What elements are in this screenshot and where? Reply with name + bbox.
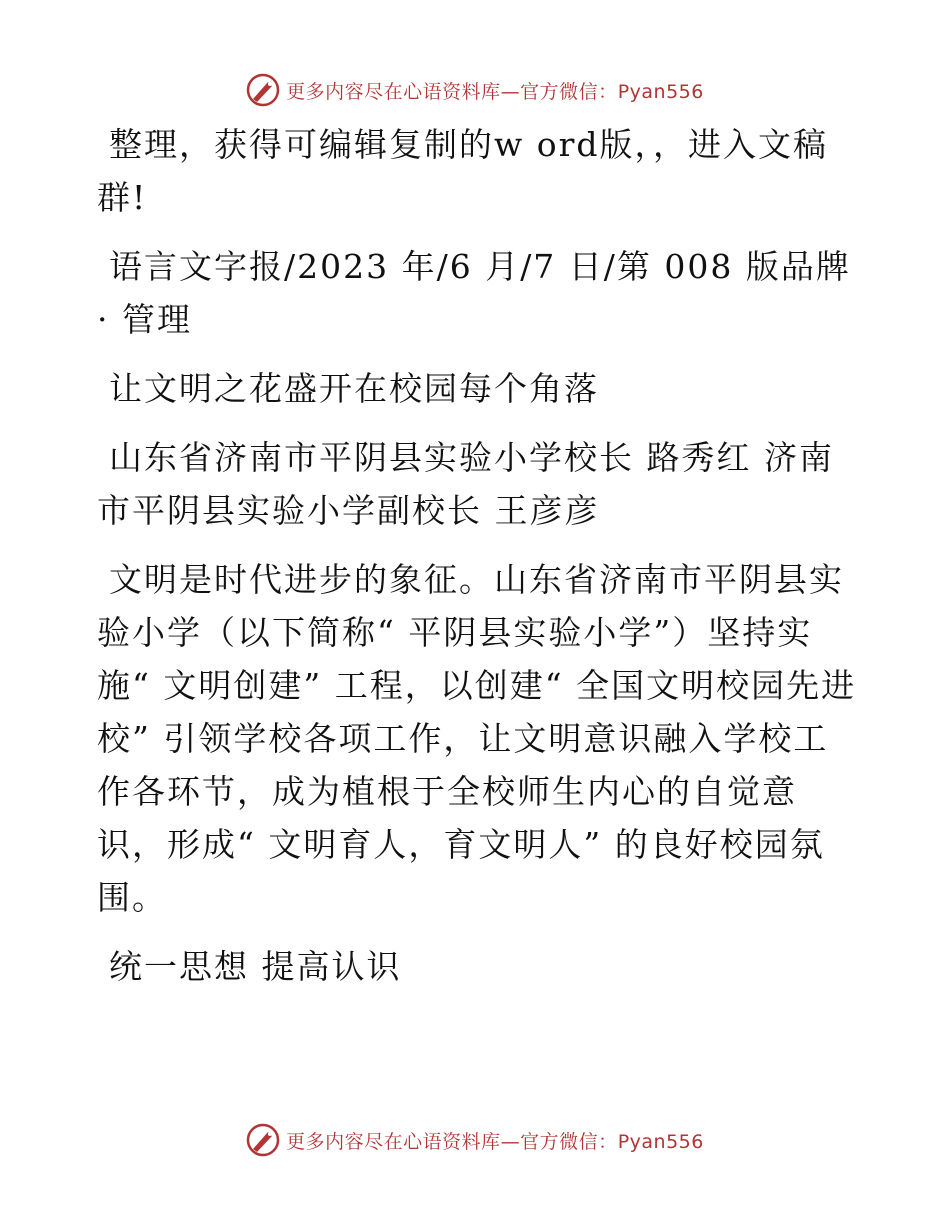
watermark-text: 更多内容尽在心语资料库—官方微信：Pyan556	[286, 1130, 704, 1153]
document-body	[97, 118, 857, 1009]
header-watermark	[0, 70, 950, 110]
footer-watermark	[0, 1120, 950, 1160]
pen-logo-icon	[246, 73, 280, 107]
intro-line: 整理，获得可编辑复制的w ord版，，进入文稿群!	[97, 125, 829, 217]
author-line: 山东省济南市平阴县实验小学校长 路秀红 济南市平阴县实验小学副校长 王彦彦	[97, 438, 834, 530]
body-paragraph: 文明是时代进步的象征。山东省济南市平阴县实验小学（以下简称“ 平阴县实验小学”）坚持实施“ 文明创建” 工程，以创建“ 全国文明校园先进校” 引领学校各项工作，让文明意识融入学校工作各环节，成为植根于全校师生内心的自觉意识，形成“ 文明育人，育文明人” 的良好校园氛围。	[97, 560, 857, 917]
article-title: 让文明之花盛开在校园每个角落	[109, 369, 599, 408]
watermark-text: 更多内容尽在心语资料库—官方微信：Pyan556	[286, 80, 704, 103]
section-heading: 统一思想 提高认识	[109, 947, 402, 986]
pen-logo-icon	[246, 1123, 280, 1157]
source-line: 语言文字报/2023 年/6 月/7 日/第 008 版品牌 · 管理	[97, 247, 851, 339]
